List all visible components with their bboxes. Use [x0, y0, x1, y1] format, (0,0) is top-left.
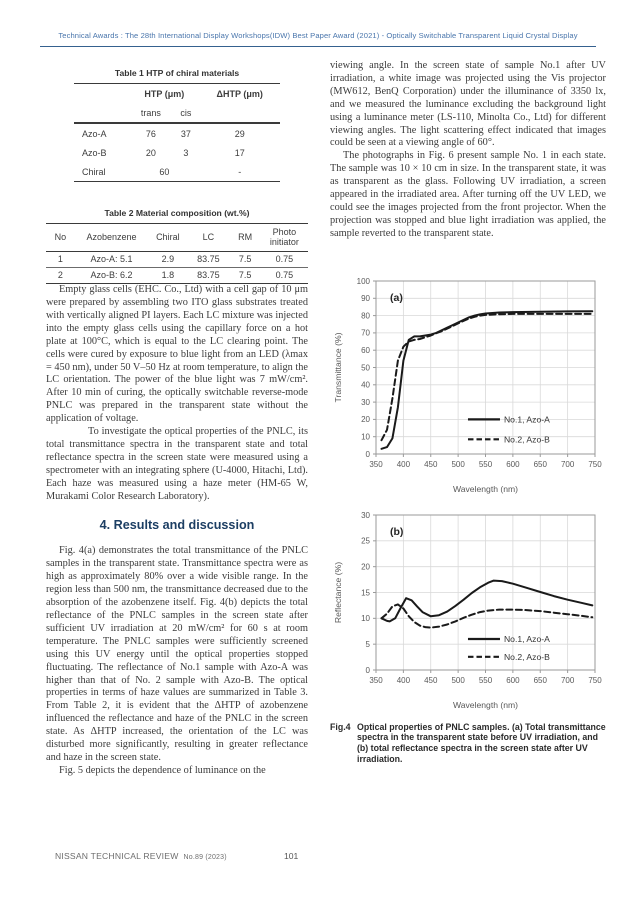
table1-group-header: HTP (μm) — [144, 88, 185, 99]
svg-text:750: 750 — [588, 675, 602, 685]
table-row — [74, 162, 280, 182]
svg-text:750: 750 — [588, 459, 602, 469]
svg-text:No.1, Azo-A: No.1, Azo-A — [503, 414, 550, 425]
svg-text:25: 25 — [361, 536, 370, 546]
table-row — [46, 267, 308, 283]
table1-cell: 60 — [159, 166, 170, 177]
chart-transmittance-spectra — [330, 271, 606, 501]
section-heading: 4. Results and discussion — [99, 518, 255, 533]
table2-cell: 1 — [57, 254, 63, 265]
svg-text:30: 30 — [361, 510, 370, 520]
svg-text:400: 400 — [396, 675, 411, 685]
svg-text:100: 100 — [356, 276, 370, 286]
table2-header: LC — [202, 232, 215, 243]
svg-text:60: 60 — [361, 345, 370, 355]
svg-text:(b): (b) — [390, 525, 404, 538]
issue-number: No.89 (2023) — [183, 854, 227, 861]
table1-caption: Table 1 HTP of chiral materials — [114, 68, 240, 78]
table2-cell: 1.8 — [161, 270, 175, 281]
svg-text:600: 600 — [506, 459, 520, 469]
table-row — [74, 123, 280, 143]
table2-cell: 2.9 — [161, 254, 175, 265]
svg-text:550: 550 — [478, 675, 493, 685]
left-column — [46, 60, 308, 778]
table1-htp-of-chiral-materials — [74, 83, 280, 182]
table2-cell: 83.75 — [197, 254, 220, 265]
figure-caption — [330, 722, 606, 765]
body-paragraph: The photographs in Fig. 6 present sample No. 1 in each state. The sample was 10 × 10 cm in size. In the transparent state, it was as transparent as the glass. Following UV irradiation, a screen appeared in the irradiated area. After turning off the UV LED, we could see the images projected from the front projector. When the projection was stopped and blue light irradiation was applied, the sample reverted to the transparent state. — [330, 150, 606, 239]
table2-cell: 83.75 — [197, 270, 220, 281]
table2-cell: Azo-B: 6.2 — [90, 270, 133, 281]
table1-delta-header: ΔHTP (μm) — [216, 88, 263, 99]
svg-text:5: 5 — [365, 639, 370, 649]
table1-header-row — [74, 84, 280, 104]
table1-row-label: Azo-B — [82, 147, 107, 158]
svg-text:15: 15 — [361, 587, 370, 597]
svg-text:Wavelength (nm): Wavelength (nm) — [452, 699, 519, 710]
svg-text:10: 10 — [361, 432, 370, 442]
svg-text:Wavelength (nm): Wavelength (nm) — [452, 483, 519, 494]
svg-text:No.2, Azo-B: No.2, Azo-B — [503, 651, 550, 662]
svg-text:0: 0 — [365, 449, 370, 459]
svg-text:650: 650 — [533, 675, 547, 685]
running-header-title: Technical Awards : The 28th International Display Workshops(IDW) Best Paper Award (2021) - Optically Switchable Transparent Liquid Crystal Display — [58, 31, 578, 40]
table-row — [46, 251, 308, 267]
table2-header: RM — [238, 232, 253, 243]
body-paragraph: Empty glass cells (EHC. Co., Ltd) with a cell gap of 10 μm were prepared by assembling two ITO glass substrates treated with vertically aligned PI layers. Each LC mixture was injected into the empty glass cells using the capillary force on a hot plate at 100°C, which is equal to the LC clearing point. The cells were cured by exposure to blue light from an LED (λmax = 450 nm), under 50 V–50 Hz at room temperature, to align the LC orientation. The power of the blue light was 7 mW/cm². After 10 min of curing, the optically switchable reverse-mode PNLC was prepared in the transparent state without the application of voltage. — [46, 284, 308, 425]
table2-header-row — [46, 224, 308, 252]
page-number: 101 — [284, 851, 299, 861]
table2-cell: 7.5 — [238, 254, 252, 265]
svg-text:350: 350 — [369, 675, 383, 685]
svg-text:450: 450 — [424, 675, 438, 685]
svg-text:500: 500 — [451, 459, 465, 469]
svg-text:40: 40 — [361, 380, 370, 390]
svg-text:80: 80 — [361, 311, 370, 321]
svg-text:20: 20 — [361, 562, 370, 572]
svg-text:650: 650 — [533, 459, 547, 469]
figure-caption-text: Optical properties of PNLC samples. (a) Total transmittance spectra in the transparent state before UV irradiation, and (b) total reflectance spectra in the screen state after UV irradiation. — [357, 721, 606, 765]
table2-header: Azobenzene — [86, 232, 137, 243]
table2-header: No — [54, 232, 67, 243]
table1-subheader-row — [74, 103, 280, 123]
svg-text:50: 50 — [361, 362, 370, 372]
table2-cell: 2 — [57, 270, 63, 281]
body-paragraph: viewing angle. In the screen state of sample No.1 after UV irradiation, a white image was projected using the Vis projector (MW612, BenQ Corporation) under the illuminance of 3350 lx, and we measured the luminance excluding the background light using a luminance meter (LS-110, Minolta Co., Ltd) for different viewing angles. The light scattering effect indicated that images could be seen at a viewing angle of 60°. — [330, 60, 606, 149]
table2-cell: 7.5 — [238, 270, 252, 281]
svg-text:550: 550 — [478, 459, 493, 469]
table1-cell: 3 — [183, 147, 189, 158]
svg-text:700: 700 — [560, 675, 575, 685]
table1-row-label: Azo-A — [82, 128, 107, 139]
svg-text:Transmittance (%): Transmittance (%) — [333, 332, 343, 403]
svg-text:450: 450 — [424, 459, 438, 469]
chart-reflectance-spectra — [330, 505, 606, 717]
svg-text:20: 20 — [361, 414, 370, 424]
svg-text:30: 30 — [361, 397, 370, 407]
table1-empty-header — [74, 84, 129, 104]
right-column — [330, 60, 606, 778]
table1-row-label: Chiral — [82, 166, 106, 177]
table2-caption: Table 2 Material composition (wt.%) — [104, 208, 250, 218]
table1-cell: 37 — [180, 128, 191, 139]
svg-text:350: 350 — [369, 459, 383, 469]
table1-cell: 76 — [145, 128, 156, 139]
svg-text:10: 10 — [361, 613, 370, 623]
svg-text:No.2, Azo-B: No.2, Azo-B — [503, 433, 550, 444]
svg-text:(a): (a) — [390, 291, 403, 304]
svg-text:90: 90 — [361, 293, 370, 303]
journal-name: NISSAN TECHNICAL REVIEW No.89 (2023) — [55, 851, 227, 861]
page-content — [46, 60, 606, 778]
svg-text:700: 700 — [560, 459, 575, 469]
svg-text:70: 70 — [361, 328, 370, 338]
svg-text:Reflectance (%): Reflectance (%) — [333, 561, 343, 623]
table1-cell: - — [238, 166, 242, 177]
body-paragraph: To investigate the optical properties of the PNLC, its total transmittance spectra in the transparent state and total reflectance spectra in the screen state were measured using a spectrometer with an integrating sphere (U-4000, Hitachi, Ltd). Each haze was measured using a haze meter (HM-65 W, Murakami Color Research Laboratory). — [46, 426, 308, 502]
svg-text:500: 500 — [451, 675, 465, 685]
table1-cell: 20 — [145, 147, 156, 158]
table2-material-composition — [46, 223, 308, 284]
svg-text:600: 600 — [506, 675, 520, 685]
table-row — [74, 143, 280, 162]
table1-subheader-trans: trans — [140, 107, 161, 118]
figure-label: Fig.4 — [330, 721, 351, 732]
svg-text:400: 400 — [396, 459, 411, 469]
body-paragraph: Fig. 4(a) demonstrates the total transmittance of the PNLC samples in the transparent state. Transmittance spectra were as high as approximately 80% over a wide visible range. In the region less than 500 nm, the transmittance decreased due to the absorption of the azobenzene itself. Fig. 4(b) depicts the total reflectance of the PNLC samples in the screen state after sufficient UV irradiation at 20 mW/cm² for 60 s at room temperature. The PNLC samples were sufficiently screened using this UV energy until the optical properties stopped fluctuating. The reflectance of No.1 sample with Azo-A was higher than that of No. 2 sample with Azo-B. The optical properties in terms of haze values are summarized in Table 3. From Table 2, it is evident that the ΔHTP of azobenzene influenced the reflectance and haze of the PNLC in the screen state. As ΔHTP increased, the orientation of the LC was disturbed more significantly, resulting in greater reflectance and haze in the screen state. — [46, 545, 308, 763]
table2-cell: Azo-A: 5.1 — [90, 254, 133, 265]
table2-header: Photo initiator — [269, 227, 299, 248]
running-header — [40, 31, 596, 47]
svg-text:0: 0 — [365, 665, 370, 675]
svg-text:No.1, Azo-A: No.1, Azo-A — [503, 633, 550, 644]
table2-cell: 0.75 — [275, 270, 294, 281]
table2-header: Chiral — [156, 232, 180, 243]
table1-cell: 17 — [234, 147, 245, 158]
table1-subheader-cis: cis — [180, 107, 192, 118]
table1-cell: 29 — [234, 128, 245, 139]
body-paragraph: Fig. 5 depicts the dependence of luminance on the — [59, 764, 266, 776]
table2-cell: 0.75 — [275, 254, 294, 265]
